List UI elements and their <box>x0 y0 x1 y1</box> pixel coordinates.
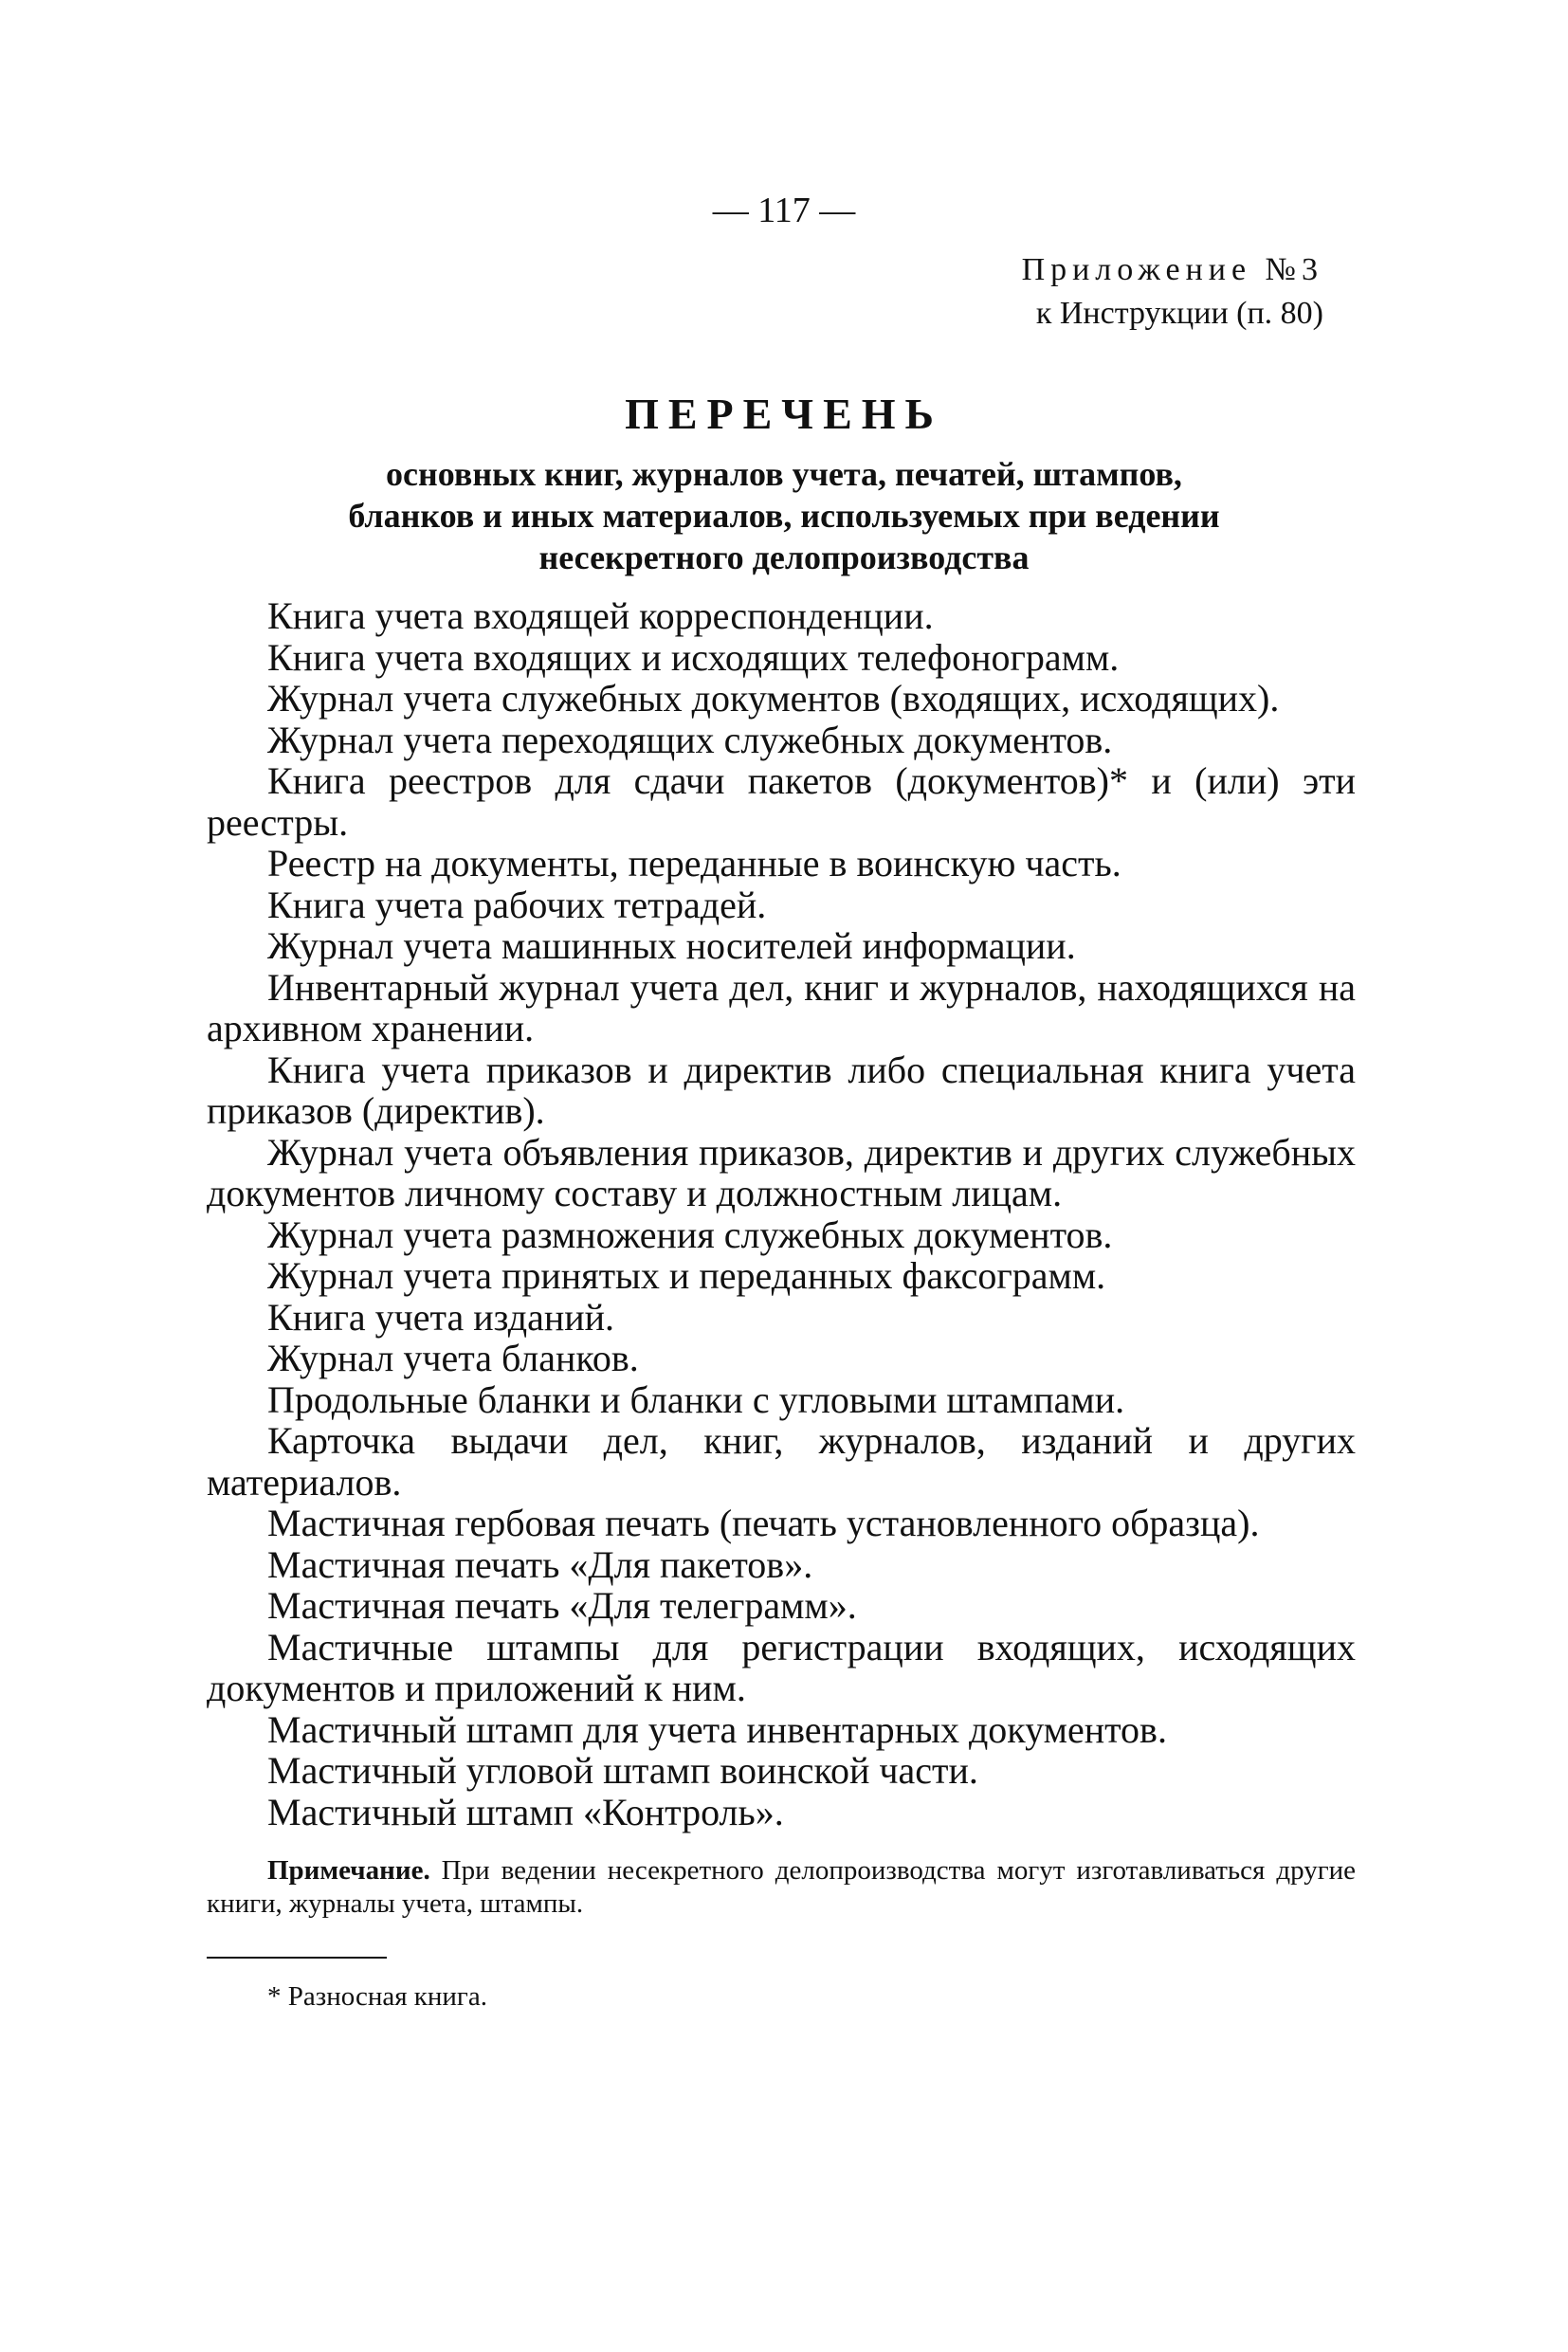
list-item: Книга учета входящих и исходящих телефонограмм. <box>267 635 1120 679</box>
list-item: Журнал учета размножения служебных документов. <box>267 1212 1113 1256</box>
list-item: Мастичный штамп «Контроль». <box>267 1790 784 1833</box>
document-subtitle <box>0 453 1568 578</box>
list-item: Книга реестров для сдачи пакетов (документов)* и (или) эти реестры. <box>207 759 1356 844</box>
items-list <box>207 595 1356 1832</box>
list-item: Журнал учета переходящих служебных документов. <box>267 718 1113 761</box>
list-item: Журнал учета объявления приказов, директив и других служебных документов личному составу и должностным лицам. <box>207 1130 1356 1214</box>
appendix-block <box>1022 248 1323 336</box>
note-text: При ведении несекретного делопроизводства могут изготавливаться другие книги, журналы учета, штампы. <box>207 1855 1356 1919</box>
list-item: Книга учета рабочих тетрадей. <box>267 883 767 926</box>
list-item: Книга учета изданий. <box>267 1295 615 1339</box>
list-item: Мастичная печать «Для пакетов». <box>267 1542 813 1586</box>
appendix-label: Приложение №3 <box>1021 252 1323 287</box>
footnote-divider <box>207 1957 387 1959</box>
list-item: Карточка выдачи дел, книг, журналов, изданий и других материалов. <box>207 1419 1356 1504</box>
note <box>207 1854 1356 1921</box>
subtitle-line: бланков и иных материалов, используемых при ведении <box>348 497 1220 535</box>
list-item: Мастичная печать «Для телеграмм». <box>267 1584 857 1627</box>
subtitle-line: основных книг, журналов учета, печатей, штампов, <box>386 455 1182 493</box>
page-number: — 117 — <box>712 191 856 230</box>
list-item: Журнал учета служебных документов (входящих, исходящих). <box>267 677 1280 720</box>
list-item: Журнал учета машинных носителей информации. <box>267 924 1076 967</box>
list-item: Инвентарный журнал учета дел, книг и журналов, находящихся на архивном хранении. <box>207 965 1356 1049</box>
list-item: Книга учета приказов и директив либо специальная книга учета приказов (директив). <box>207 1048 1356 1132</box>
appendix-reference: к Инструкции (п. 80) <box>1035 296 1323 331</box>
list-item: Книга учета входящей корреспонденции. <box>267 594 934 637</box>
list-item: Реестр на документы, переданные в воинскую часть. <box>267 842 1121 884</box>
subtitle-line: несекретного делопроизводства <box>538 538 1030 576</box>
document-title: ПЕРЕЧЕНЬ <box>625 390 943 438</box>
list-item: Мастичная гербовая печать (печать установленного образца). <box>267 1502 1260 1544</box>
list-item: Журнал учета бланков. <box>267 1337 639 1379</box>
list-item: Продольные бланки и бланки с угловыми штампами. <box>267 1377 1125 1421</box>
list-item: Журнал учета принятых и переданных факсограмм. <box>267 1254 1106 1297</box>
list-item: Мастичный штамп для учета инвентарных документов. <box>267 1707 1167 1751</box>
list-item: Мастичные штампы для регистрации входящих, исходящих документов и приложений к ним. <box>207 1625 1356 1709</box>
note-label: Примечание. <box>267 1855 430 1886</box>
list-item: Мастичный угловой штамп воинской части. <box>267 1749 978 1792</box>
footnote: * Разносная книга. <box>267 1981 487 2012</box>
